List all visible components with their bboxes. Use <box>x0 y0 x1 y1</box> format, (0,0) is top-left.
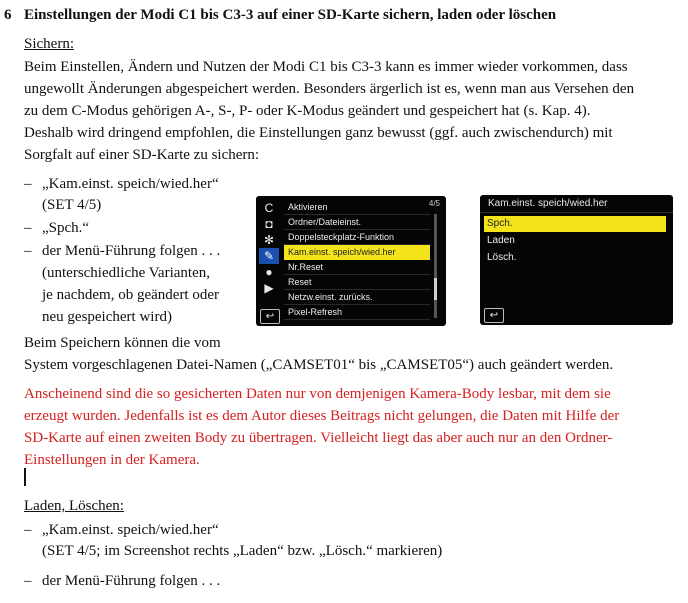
person-tab-icon: ● <box>265 265 273 279</box>
section-title: Einstellungen der Modi C1 bis C3-3 auf einer SD-Karte sichern, laden oder löschen <box>24 7 557 23</box>
back-icon: ↩ <box>484 308 504 323</box>
text-cursor <box>24 468 26 486</box>
bullet-text: (unterschiedliche Varianten, <box>42 265 210 281</box>
warning-line: SD-Karte auf einen zweiten Body zu übertragen. Vielleicht liegt das aber auch nur an den Ordner- <box>24 430 613 446</box>
bullet-dash: – <box>24 573 32 589</box>
note-line: System vorgeschlagenen Datei-Namen („CAMSET01“ bis „CAMSET05“) auch geändert werden. <box>24 357 614 373</box>
save-filename-note <box>24 332 684 376</box>
menu-item: Netzw.einst. zurücks. <box>284 290 430 305</box>
submenu-option: Laden <box>487 235 515 246</box>
camera-tab-icon: ◘ <box>265 217 273 231</box>
camera-menu-tabs <box>259 200 279 296</box>
bullet-text: „Spch.“ <box>42 220 90 236</box>
warning-line: Anscheinend sind die so gesicherten Daten nur von demjenigen Kamera-Body lesbar, mit dem sie <box>24 386 611 402</box>
menu-item: Ordner/Dateieinst. <box>284 215 430 230</box>
menu-item: Pixel-Refresh <box>284 305 430 320</box>
sichern-bullets <box>0 173 250 333</box>
bullet-text: neu gespeichert wird) <box>42 309 172 325</box>
paragraph-line: ungewollt Änderungen abgespeichert werden. Besonders ärgerlich ist es, wenn man aus Versehen den <box>24 81 635 97</box>
camera-submenu-screenshot <box>480 195 673 325</box>
bullet-text: (SET 4/5) <box>42 197 102 213</box>
bullet-dash: – <box>24 522 32 538</box>
paragraph-line: zu dem C-Modus gehörigen A-, S-, P- oder K-Modus geändert und gespeichert hat (s. Kap. 4). <box>24 103 591 119</box>
bullet-text: der Menü-Führung folgen . . . <box>42 243 221 259</box>
play-tab-icon: ▶ <box>264 281 274 295</box>
gear-tab-icon: ✻ <box>263 233 275 247</box>
bullet-dash: – <box>24 220 32 236</box>
back-icon: ↩ <box>260 309 280 324</box>
camera-menu-screenshot <box>256 196 446 326</box>
submenu-option: Lösch. <box>487 252 517 263</box>
note-line: Beim Speichern können die vom <box>24 335 221 351</box>
custom-tab-icon: C <box>264 201 274 215</box>
submenu-divider <box>480 212 673 213</box>
section-heading <box>4 7 556 24</box>
submenu-title: Kam.einst. speich/wied.her <box>488 198 608 209</box>
menu-item: Nr.Reset <box>284 260 430 275</box>
warning-paragraph <box>24 383 680 471</box>
bullet-dash: – <box>24 243 32 259</box>
warning-line: erzeugt wurden. Jedenfalls ist es dem Autor dieses Beitrags nicht gelungen, die Daten mit Hilfe der <box>24 408 620 424</box>
bullet-text: „Kam.einst. speich/wied.her“ <box>42 522 219 538</box>
bullet-text: je nachdem, ob geändert oder <box>42 287 220 303</box>
warning-line: Einstellungen in der Kamera. <box>24 452 200 468</box>
bullet-dash: – <box>24 176 32 192</box>
menu-page-indicator: 4/5 <box>428 199 440 208</box>
paragraph-line: Beim Einstellen, Ändern und Nutzen der Modi C1 bis C3-3 kann es immer wieder vorkommen, dass <box>24 59 628 75</box>
menu-item: Doppelsteckplatz-Funktion <box>284 230 430 245</box>
bullet-text: der Menü-Führung folgen . . . <box>42 573 221 589</box>
wrench-tab-icon: ✎ <box>259 248 279 264</box>
bullet-text: (SET 4/5; im Screenshot rechts „Laden“ bzw. „Lösch.“ markieren) <box>42 543 443 559</box>
laden-loeschen-label: Laden, Löschen: <box>24 498 124 514</box>
bullet-text: „Kam.einst. speich/wied.her“ <box>42 176 219 192</box>
sichern-paragraph <box>24 56 680 166</box>
submenu-option-selected: Spch. <box>484 216 666 232</box>
laden-bullets <box>0 519 688 599</box>
menu-item: Aktivieren <box>284 200 430 215</box>
sichern-label: Sichern: <box>24 36 74 52</box>
menu-item-selected: Kam.einst. speich/wied.her <box>284 245 430 260</box>
menu-scrollbar <box>434 214 437 318</box>
paragraph-line: Deshalb wird dringend empfohlen, die Einstellungen ganz bewusst (ggf. auch zwischendurch) mit <box>24 125 613 141</box>
section-number: 6 <box>4 7 12 23</box>
paragraph-line: Sorgfalt auf einer SD-Karte zu sichern: <box>24 147 260 163</box>
menu-scrollbar-thumb <box>434 278 437 300</box>
menu-item: Reset <box>284 275 430 290</box>
